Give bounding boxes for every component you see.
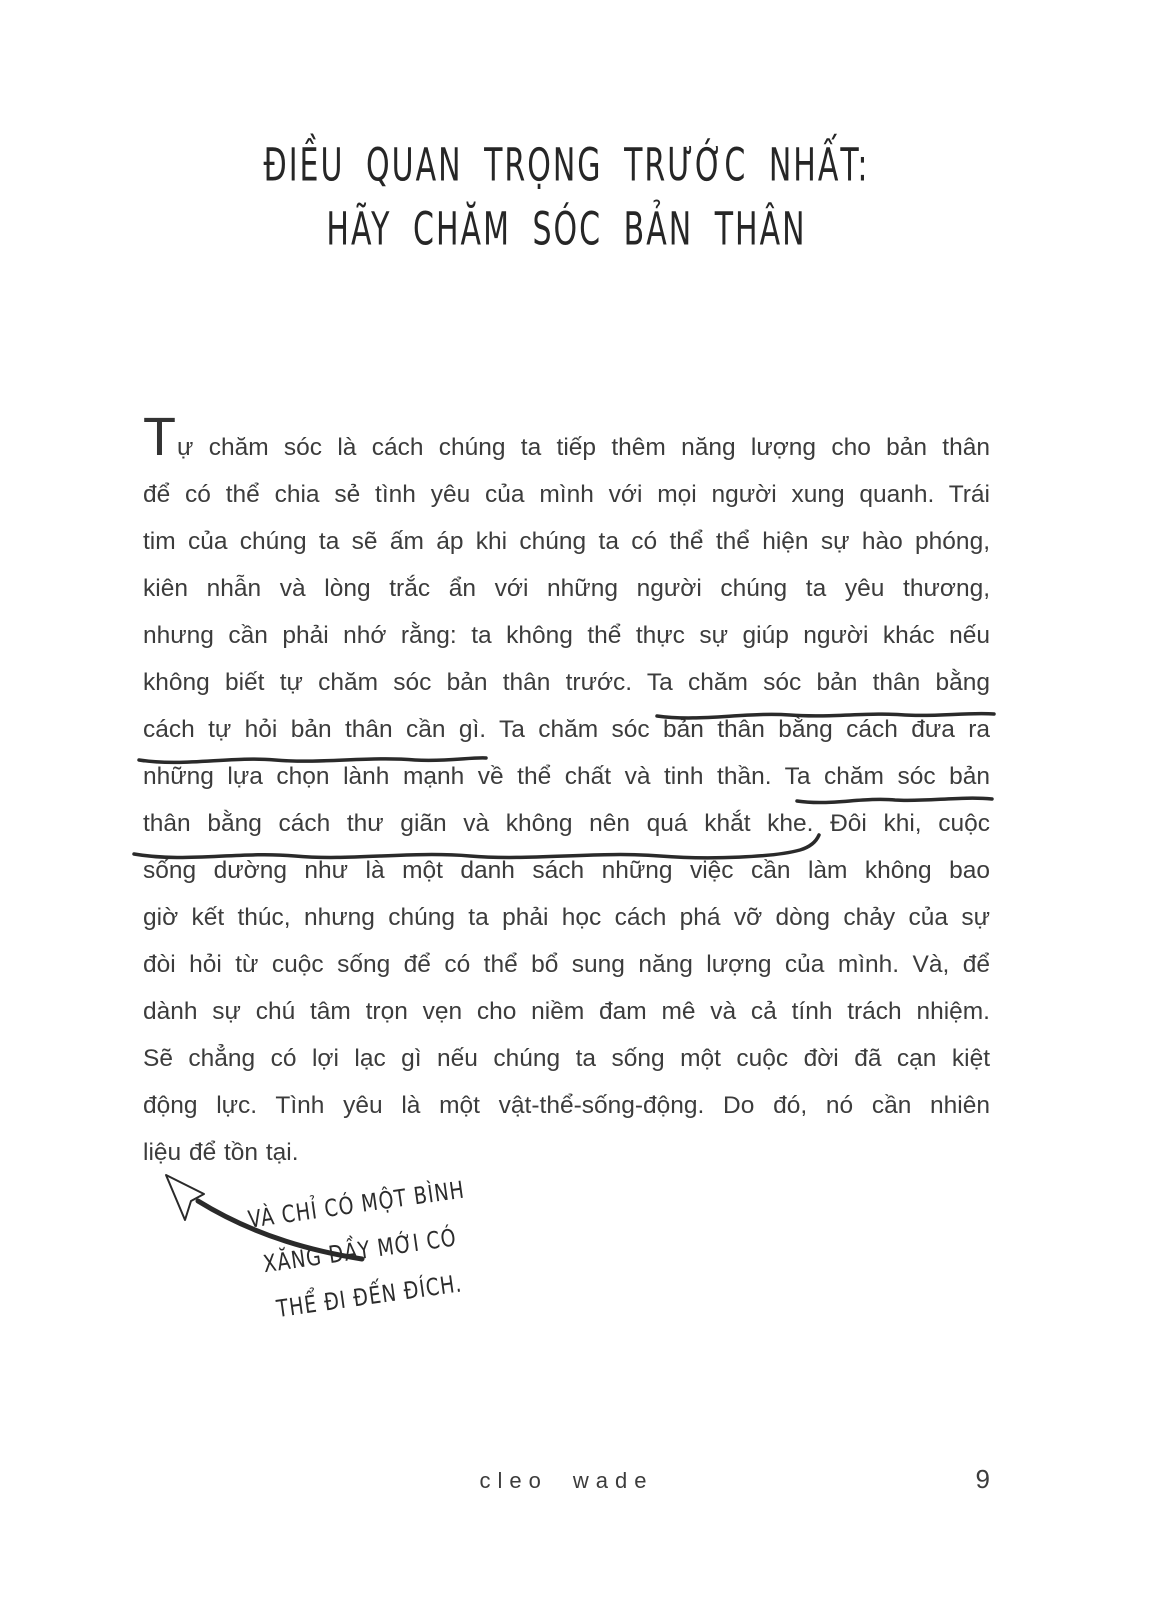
body-line: động lực. Tình yêu là một vật-thể-sống-động. Do đó, nó cần nhiên (143, 1092, 990, 1119)
body-line: cách tự hỏi bản thân cần gì. Ta chăm sóc bản thân bằng cách đưa ra (143, 716, 990, 743)
body-line: đòi hỏi từ cuộc sống để có thể bổ sung năng lượng của mình. Và, để (143, 951, 990, 978)
arrow-head (166, 1175, 204, 1220)
body-line: thân bằng cách thư giãn và không nên quá khắt khe. Đôi khi, cuộc (143, 810, 990, 837)
margin-note-line: XĂNG ĐẦY MỚI CÓ (261, 1224, 459, 1279)
body-line (143, 407, 990, 471)
margin-note-line: VÀ CHỈ CÓ MỘT BÌNH (246, 1176, 467, 1234)
body-line: sống dường như là một danh sách những việc cần làm không bao (143, 857, 990, 884)
body-line: không biết tự chăm sóc bản thân trước. Ta chăm sóc bản thân bằng (143, 669, 990, 696)
chapter-title-text-1: ĐIỀU QUAN TRỌNG TRƯỚC NHẤT: (263, 139, 870, 193)
body-line: liệu để tồn tại. (143, 1139, 299, 1166)
chapter-title (143, 138, 990, 266)
body-line: những lựa chọn lành mạnh về thể chất và tinh thần. Ta chăm sóc bản (143, 763, 990, 790)
body-line: dành sự chú tâm trọn vẹn cho niềm đam mê và cả tính trách nhiệm. (143, 998, 990, 1025)
body-line: giờ kết thúc, nhưng chúng ta phải học cách phá vỡ dòng chảy của sự (143, 904, 990, 931)
chapter-title-text-2: HÃY CHĂM SÓC BẢN THÂN (326, 203, 807, 257)
body-paragraph (143, 407, 990, 1176)
margin-note (239, 1167, 486, 1336)
footer-author: cleo wade (479, 1468, 654, 1493)
page-number: 9 (975, 1464, 990, 1494)
body-line-text: ự chăm sóc là cách chúng ta tiếp thêm năng lượng cho bản thân (177, 434, 990, 461)
drop-cap: T (143, 407, 177, 467)
body-line: để có thể chia sẻ tình yêu của mình với mọi người xung quanh. Trái (143, 481, 990, 508)
margin-note-line: THỂ ĐI ĐẾN ĐÍCH. (274, 1270, 464, 1324)
body-line: Sẽ chẳng có lợi lạc gì nếu chúng ta sống một cuộc đời đã cạn kiệt (143, 1045, 990, 1072)
body-line: tim của chúng ta sẽ ấm áp khi chúng ta có thể thể hiện sự hào phóng, (143, 528, 990, 555)
body-line: kiên nhẫn và lòng trắc ẩn với những người chúng ta yêu thương, (143, 575, 990, 602)
body-line: nhưng cần phải nhớ rằng: ta không thể thực sự giúp người khác nếu (143, 622, 990, 649)
